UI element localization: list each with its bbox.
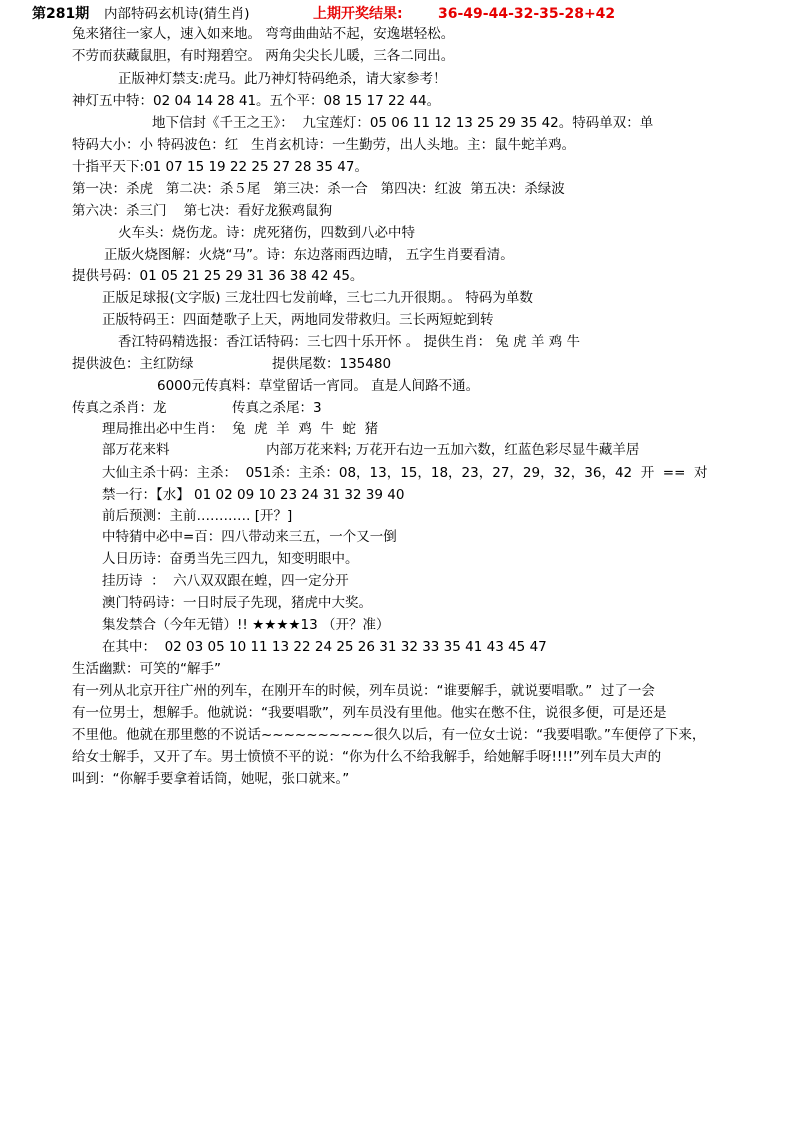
- line-21-label: 部万花来料: [102, 442, 170, 458]
- line-24: 前后预测：主前………… [开？]: [102, 508, 293, 524]
- line-30: 在其中： 02 03 05 10 11 13 22 24 25 26 31 32 33 35 41 43 45 47: [102, 639, 547, 655]
- line-29: 集发禁合（今年无错）!! ★★★★13 （开？准）: [102, 617, 390, 633]
- humor-title: 生活幽默：可笑的“解手”: [72, 661, 221, 677]
- humor-line-5: 叫到：“你解手要拿着话筒，她呢，张口就来。”: [72, 771, 350, 787]
- line-19-zodiac: 传真之杀肖：龙: [72, 400, 167, 416]
- line-23: 禁一行：【水】 01 02 09 10 23 24 31 32 39 40: [102, 487, 405, 503]
- line-14: 正版足球报(文字版) 三龙壮四七发前峰，三七二九开很期。。 特码为单数: [102, 290, 533, 306]
- humor-line-2: 有一位男士，想解手。他就说：“我要唱歌”，列车员没有里他。他实在憋不住，说很多便，可是还是: [72, 705, 667, 721]
- line-09: 第一决：杀虎 第二决：杀５尾 第三决：杀一合 第四决：红波 第五决：杀绿波: [72, 181, 565, 197]
- line-25: 中特猜中必中=百：四八带动来三五，一个又一倒: [102, 529, 397, 545]
- line-19-tail: 传真之杀尾：3: [232, 400, 322, 416]
- line-07: 特码大小：小 特码波色：红 生肖玄机诗：一生勤劳，出人头地。主：鼠牛蛇羊鸡。: [72, 137, 576, 153]
- line-15: 正版特码王：四面楚歌子上天，两地同发带救归。三长两短蛇到转: [102, 312, 494, 328]
- line-16: 香江特码精选报：香江话特码：三七四十乐开怀 。 提供生肖： 兔 虎 羊 鸡 牛: [118, 334, 581, 350]
- line-28: 澳门特码诗：一日时辰子先现，猪虎中大奖。: [102, 595, 372, 611]
- line-04: 正版神灯禁支:虎马。此乃神灯特码绝杀，请大家参考！: [118, 71, 447, 87]
- line-22: 大仙主杀十码：主杀： 051杀：主杀：08，13，15，18，23，27，29，32，36，42 开 == 对: [102, 465, 708, 481]
- line-26: 人日历诗：奋勇当先三四九，知变明眼中。: [102, 551, 359, 567]
- last-result-label: 上期开奖结果:: [313, 6, 403, 22]
- line-10: 第六决：杀三门 第七决：看好龙猴鸡鼠狗: [72, 203, 333, 219]
- line-13: 提供号码：01 05 21 25 29 31 36 38 42 45。: [72, 268, 364, 284]
- line-21-content: 内部万花来料; 万花开右边一五加六数，红蓝色彩尽显牛藏羊居: [266, 442, 640, 458]
- issue-number: 第281期: [32, 6, 90, 22]
- line-12: 正版火烧图解：火烧“马”。诗：东边落雨西边晴， 五字生肖要看清。: [104, 247, 514, 263]
- line-11: 火车头：烧伤龙。诗：虎死猪伤，四数到八必中特: [118, 225, 415, 241]
- line-03: 不劳而获藏鼠胆，有时翔碧空。 两角尖尖长儿暖，三各二同出。: [72, 48, 455, 64]
- humor-line-4: 给女士解手，又开了车。男士愤愤不平的说：“你为什么不给我解手，给她解手呀!!!!”列车员大声的: [72, 749, 662, 765]
- line-08: 十指平天下:01 07 15 19 22 25 27 28 35 47。: [72, 159, 368, 175]
- line-20: 理局推出必中生肖： 兔 虎 羊 鸡 牛 蛇 猪: [102, 421, 379, 437]
- line-27: 挂历诗 ： 六八双双跟在蝗，四一定分开: [102, 573, 349, 589]
- last-result-numbers: 36-49-44-32-35-28+42: [438, 6, 616, 22]
- humor-line-3: 不里他。他就在那里憋的不说话~~~~~~~~~~很久以后，有一位女士说：“我要唱歌。”车便停了下来，: [72, 727, 706, 743]
- humor-line-1: 有一列从北京开往广州的列车，在刚开车的时候，列车员说：“谁要解手，就说要唱歌。” 过了一会: [72, 683, 655, 699]
- line-06: 地下信封《千王之王》： 九宝莲灯：05 06 11 12 13 25 29 35 42。特码单双：单: [152, 115, 654, 131]
- page-title: 内部特码玄机诗(猜生肖): [104, 6, 250, 22]
- line-02: 兔来猪往一家人，速入如来地。 弯弯曲曲站不起，安逸堪轻松。: [72, 26, 455, 42]
- line-18: 6000元传真料：草堂留话一宵同。 直是人间路不通。: [157, 378, 480, 394]
- line-05: 神灯五中特：02 04 14 28 41。五个平：08 15 17 22 44。: [72, 93, 441, 109]
- line-17-waves: 提供波色：主红防绿: [72, 356, 194, 372]
- line-17-tails: 提供尾数：135480: [272, 356, 392, 372]
